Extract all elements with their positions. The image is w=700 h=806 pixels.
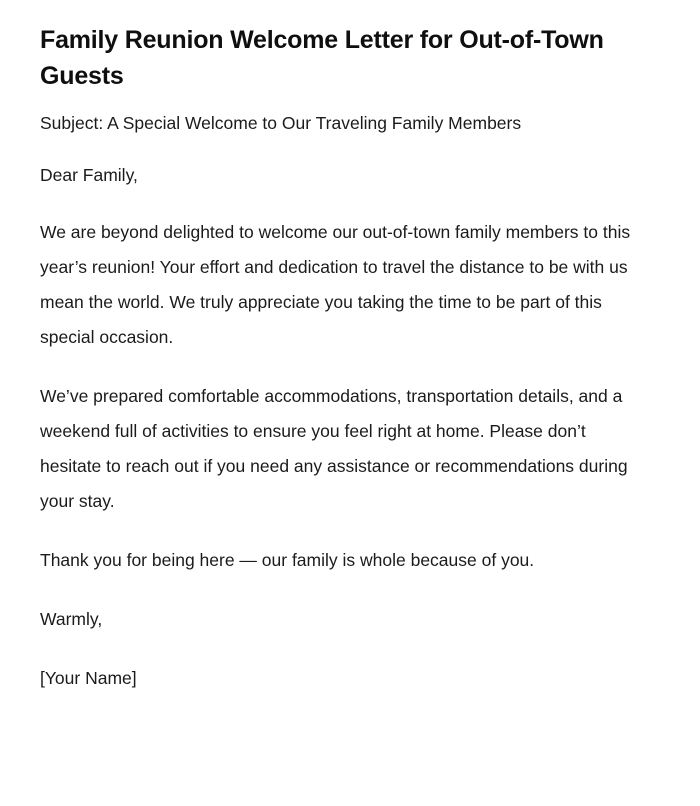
signature-placeholder: [Your Name] xyxy=(40,668,137,688)
body-paragraph-2: We’ve prepared comfortable accommodations, transportation details, and a weekend full of activities to ensure you feel right at home. Please don’t hesitate to reach out if you need any assistance or recommendations during your stay. xyxy=(40,386,628,511)
body-paragraph-1: We are beyond delighted to welcome our out-of-town family members to this year’s reunion! Your effort and dedication to travel the distance to be with us mean the world. We truly appreciate you taking the time to be part of this special occasion. xyxy=(40,222,631,347)
closing-line: Warmly, xyxy=(40,609,103,629)
body-paragraph-3: Thank you for being here — our family is whole because of you. xyxy=(40,550,535,570)
salutation: Dear Family, xyxy=(40,165,138,185)
page-title: Family Reunion Welcome Letter for Out-of-Town Guests xyxy=(40,26,604,90)
subject-line: Subject: A Special Welcome to Our Traveling Family Members xyxy=(40,113,522,133)
